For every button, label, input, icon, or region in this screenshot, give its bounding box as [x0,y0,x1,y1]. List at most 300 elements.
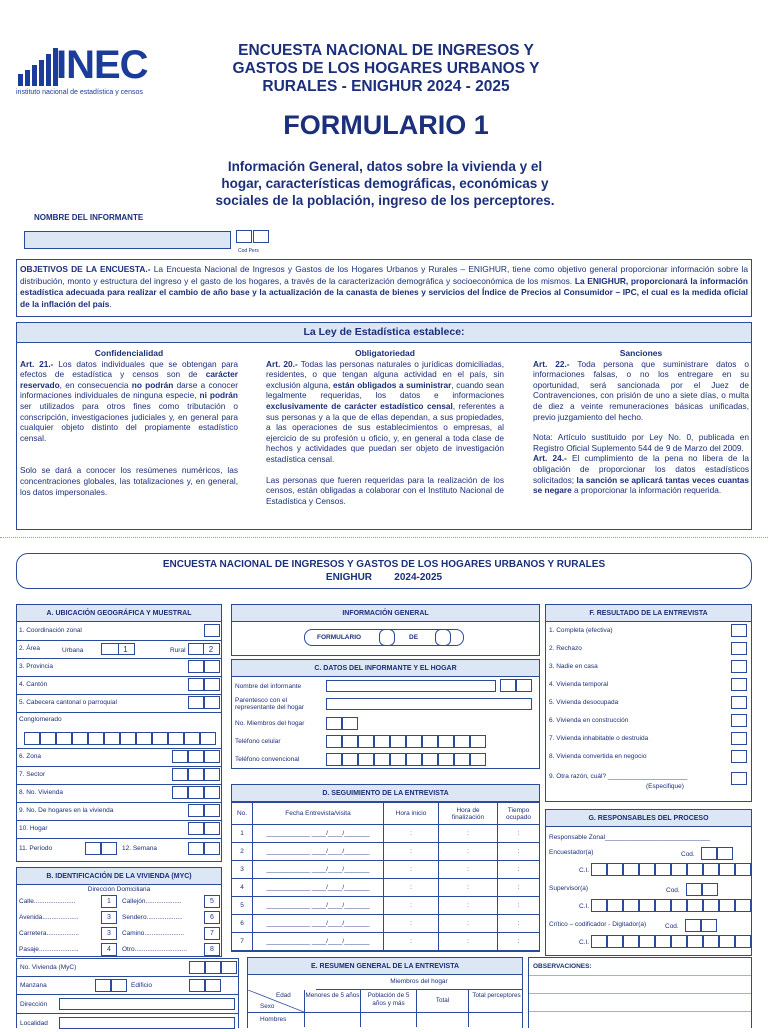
sanciones-nota: Nota: Artículo sustituido por Ley No. 0, publicada en Registro Oficial Suplemento 544 de 9 de Marzo del 2009. [533,432,749,453]
resultado-item [546,730,751,748]
logo-tagline: instituto nacional de estadística y censos [16,89,143,96]
section-a-title: A. UBICACIÓN GEOGRÁFICA Y MUESTRAL [17,605,221,622]
survey-banner [16,553,752,589]
via-calle-code[interactable]: 1 [101,895,117,908]
seguimiento-row [232,843,539,861]
section-d [231,784,540,952]
via-callejon-label: Callejón.................... [122,898,182,905]
encuestador-label: Encuestador(a) [549,849,594,856]
hogares-label: 9. No. De hogares en la vivienda [19,807,114,814]
fecha-field[interactable]: ____________ ____/____/_______ [253,933,384,951]
otra-razon-label: 9. Otra razón, cuál? ______________________ [549,773,688,780]
section-c [231,659,540,769]
tiempo-field[interactable]: : [498,879,540,897]
art-22-text: Toda persona que suministrare datos o informaciones falsas, o no los entregare en su oportunidad, será sancionada por el Juez de Contravenciones, con prisión de uno a siete días, o multa de diez a veinte remuneraciones básicas unificadas, previo juzgamiento del hecho. [533,358,750,422]
section-g [545,809,752,956]
info-general-title: INFORMACIÓN GENERAL [232,605,539,622]
resultado-item-box[interactable] [731,678,747,691]
formulario-pill [304,629,464,646]
row-localidad [17,1014,238,1032]
section-a-body [16,622,222,862]
nombre-informante-code[interactable] [500,679,516,692]
sector-label: 7. Sector [19,771,46,778]
objetivos-text: La Encuesta Nacional de Ingresos y Gastos de los Hogares Urbanos y Rurales – ENIGHUR, tiene como objetivo general proporcionar información sobre la distribución, monto y estructura del ingreso y el gasto de los hogares, a través de la caracterización demográfica y socioeconómica de los mismos. [20,264,748,286]
fecha-field[interactable]: ____________ ____/____/_______ [253,843,384,861]
row-number: 4 [232,879,253,897]
art-20-text: , referentes a sus personas y a la que de ellas dependan, a sus propiedades, a las operaciones de sus establecimientos o empresas, al ejercicio de su profesión u oficio, y, en general a toda clase de hechos y actividades que puedan ser objeto de investigación estadística censal. [266,400,504,464]
seguimiento-row [232,933,539,951]
seguimiento-table [232,802,539,951]
direccion-field[interactable] [59,998,235,1010]
art-24-bold: la sanción se aplicará tantas veces cuantas se negare [533,474,750,496]
edificio-box[interactable] [189,979,205,992]
art-21-text: ser utilizados para otros fines como tributación o conscripción, investigaciones judiciales y, en general para cualquier objeto distinto del propiamente estadístico censal. [20,400,238,443]
banner-line1: ENCUESTA NACIONAL DE INGRESOS Y GASTOS DE LOS HOGARES URBANOS Y RURALES [162,559,606,570]
hora-fin-field[interactable]: : [439,843,498,861]
canton-box[interactable] [204,678,220,691]
art-24: Art. 24.- [533,453,567,464]
nombre-informante-label: Nombre del informante [235,683,302,690]
seguimiento-row [232,879,539,897]
periodo-box[interactable] [85,842,101,855]
critico-cod-box[interactable] [685,919,701,932]
resultado-item-label: 8. Vivienda convertida en negocio [549,753,647,760]
section-c-title: C. DATOS DEL INFORMANTE Y EL HOGAR [232,660,539,677]
confidencialidad-p2: Solo se dará a conocer los resúmenes numéricos, las concentraciones globales, las totalizaciones y, en general, los datos impersonales. [20,465,238,497]
art-20-bold: están obligados a suministrar [332,379,452,390]
manzana-label: Manzana [20,982,47,989]
resultado-item-box[interactable] [731,624,747,637]
resumen-row-hombres [248,1013,522,1027]
critico-ci-boxes[interactable] [591,935,751,953]
hora-inicio-field[interactable]: : [384,915,439,933]
seguimiento-body [232,825,539,951]
row-responsable [546,827,751,845]
no-vivienda-box[interactable] [205,961,221,974]
via-row [16,909,222,925]
provincia-label: 3. Provincia [19,663,53,670]
resultado-item-box[interactable] [731,732,747,745]
row-coordinacion [16,622,222,641]
survey-title-line: ENCUESTA NACIONAL DE INGRESOS Y [238,42,534,59]
hogares-box[interactable] [204,804,220,817]
row-conglomerado [16,712,222,749]
ley-obligatoriedad [266,348,504,506]
otra-razon-box[interactable] [731,772,747,785]
ley-confidencialidad [20,348,238,497]
periodo-box[interactable] [101,842,117,855]
row-provincia [16,658,222,677]
row-periodo [16,838,222,860]
resultado-item [546,712,751,730]
fecha-field[interactable]: ____________ ____/____/_______ [253,825,384,843]
objetivos-label: OBJETIVOS DE LA ENCUESTA.- [20,264,151,274]
col-tiempo: Tiempo ocupado [498,803,540,825]
sector-box[interactable] [172,768,188,781]
localidad-label: Localidad [20,1020,48,1027]
row-number: 7 [232,933,253,951]
total-label: Total [416,990,468,1012]
edificio-box[interactable] [205,979,221,992]
parentesco-label: Parentesco con el representante del hogar [235,697,305,711]
total-perceptores-label: Total perceptores [468,990,524,1012]
no-vivienda-box[interactable] [221,961,237,974]
coordinacion-box[interactable] [204,624,220,637]
section-b-address [16,958,239,1028]
provincia-box[interactable] [188,660,204,673]
row-number: 1 [232,825,253,843]
hora-fin-field[interactable]: : [439,825,498,843]
via-camino-label: Camino...................... [122,930,185,937]
supervisor-ci-boxes[interactable] [591,899,751,917]
sector-box[interactable] [188,768,204,781]
fecha-field[interactable]: ____________ ____/____/_______ [253,879,384,897]
sector-box[interactable] [204,768,220,781]
art-21: Art. 21.- [20,358,54,369]
informante-label: NOMBRE DEL INFORMANTE [34,213,144,222]
rural-code-value: 2 [208,645,214,654]
row-hogares [16,802,222,821]
resultado-item-label: 3. Nadie en casa [549,663,598,670]
fecha-field[interactable]: ____________ ____/____/_______ [253,897,384,915]
page-separator [0,537,768,538]
tiempo-field[interactable]: : [498,933,540,951]
vivienda-label: 8. No. Vivienda [19,789,63,796]
supervisor-label: Supervisor(a) [549,885,589,892]
banner-years: 2024-2025 [394,572,443,583]
hora-fin-field[interactable]: : [439,861,498,879]
informante-cod-field[interactable] [236,230,270,246]
rural-code[interactable] [188,643,220,655]
via-pasaje-code[interactable]: 4 [101,943,117,956]
encuestador-ci-boxes[interactable] [591,863,751,881]
obligatoriedad-p2: Las personas que fueren requeridas para la realización de los censos, están obligadas a colaborar con el Instituto Nacional de Estadística y Censos. [266,474,504,506]
via-sendero-label: Sendero.................... [122,914,183,921]
subtitle-line: sociales de la población, ingreso de los perceptores. [215,193,555,208]
edificio-label: Edificio [131,982,152,989]
art-22: Art. 22.- [533,358,570,369]
cabecera-box[interactable] [204,696,220,709]
resultado-item-label: 2. Rechazo [549,645,582,652]
subtitle-line: Información General, datos sobre la vivienda y el [227,159,543,174]
hogar-box[interactable] [204,822,220,835]
art-24-text: a proporcionar la información requerida. [571,485,722,496]
convencional-boxes[interactable] [326,753,486,771]
urbana-label: Urbana [62,647,84,654]
semana-box[interactable] [188,842,204,855]
resultado-item-label: 7. Vivienda inhabitable o destruida [549,735,649,742]
provincia-box[interactable] [204,660,220,673]
row-manzana [17,977,238,995]
survey-title [196,42,576,96]
row-no-vivienda [17,959,238,977]
section-e [247,957,523,1028]
art-24-text: El cumplimiento de la pena no libera de la obligación de proporcionar los datos estadísticos solicitados; [533,453,749,485]
row-celular [232,733,539,751]
rural-label: Rural [170,647,186,654]
section-f-title: F. RESULTADO DE LA ENTREVISTA [546,605,751,622]
tiempo-field[interactable]: : [498,825,540,843]
resultado-item-box[interactable] [731,750,747,763]
row-convencional [232,751,539,769]
sexo-label: Sexo [260,1003,275,1010]
resultado-item [546,622,751,640]
col-hora-fin: Hora de finalización [439,803,498,825]
cabecera-box[interactable] [188,696,204,709]
urbana-code-value: 1 [123,645,128,654]
miembros-hogar-label: Miembros del hogar [316,975,522,990]
section-b-subtitle: Dirección Domiciliaria [87,886,151,893]
formulario-label: FORMULARIO [317,634,362,641]
semana-box[interactable] [204,842,220,855]
observaciones-label: OBSERVACIONES: [533,963,592,970]
formulario-total-box[interactable] [435,629,451,646]
art-20-bold: exclusivamente de carácter estadístico censal [266,400,453,411]
art-21-text: Los datos individuales que se obtengan para efectos de estadística y censos son de [20,358,238,380]
info-general [231,604,540,656]
hombres-label: Hombres [260,1016,287,1023]
canton-box[interactable] [188,678,204,691]
seguimiento-header-row [232,803,539,825]
supervisor-cod-label: Cod. [666,887,680,894]
supervisor-ci-label: C.I. [579,903,590,910]
formulario-number-box[interactable] [379,629,395,646]
edad-label: Edad [276,992,291,999]
pers-box[interactable] [253,230,269,243]
resultado-item-label: 1. Completa (efectiva) [549,627,613,634]
hora-inicio-field[interactable]: : [384,897,439,915]
art-21-bold: ni podrán [199,390,238,401]
art-20-text: Todas las personas naturales o jurídicas domiciliadas, residentes, o que tengan alguna actividad en el país, sin exclusión alguna, [266,358,505,390]
periodo-label: 11. Período [19,845,53,852]
hora-inicio-field[interactable]: : [384,933,439,951]
no-vivienda-box[interactable] [189,961,205,974]
tiempo-field[interactable]: : [498,915,540,933]
objetivos-end: . [109,298,112,309]
critico-label: Crítico – codificador - Digitador(a) [549,921,647,928]
hogares-box[interactable] [188,804,204,817]
hogar-box[interactable] [188,822,204,835]
tiempo-field[interactable]: : [498,861,540,879]
art-21-text: darse a conocer informaciones individuales de ninguna especie, [20,379,238,401]
survey-title-line: RURALES - ENIGHUR 2024 - 2025 [262,78,510,95]
row-hogar [16,820,222,839]
hora-inicio-field[interactable]: : [384,843,439,861]
cod-pers-caption [238,248,259,254]
resultado-item-label: 5. Vivienda desocupada [549,699,619,706]
section-f [545,604,752,802]
row-direccion [17,995,238,1014]
seguimiento-row [232,861,539,879]
row-canton [16,676,222,695]
col-fecha: Fecha Entrevista/visita [253,803,384,825]
direccion-label: Dirección [20,1001,48,1008]
manzana-box[interactable] [95,979,111,992]
via-pasaje-label: Pasaje...................... [19,946,79,953]
resultado-item-box[interactable] [731,642,747,655]
art-21-bold: no podrán [131,379,174,390]
hora-inicio-field[interactable]: : [384,825,439,843]
subtitle-line: hogar, características demográficas, económicas y [221,176,549,191]
row-sector [16,766,222,785]
vivienda-box[interactable] [204,786,220,799]
art-20: Art. 20.- [266,358,298,369]
resultado-item-box[interactable] [731,660,747,673]
resultado-item-box[interactable] [731,714,747,727]
via-row [16,893,222,909]
fecha-field[interactable]: ____________ ____/____/_______ [253,915,384,933]
encuestador-cod-box[interactable] [701,847,717,860]
row-number: 6 [232,915,253,933]
via-callejon-code[interactable]: 5 [204,895,220,908]
art-21-bold: carácter reservado [20,369,238,390]
area-label: 2. Área [19,645,40,652]
resultado-item [546,676,751,694]
zona-box[interactable] [204,750,220,763]
vivienda-box[interactable] [188,786,204,799]
via-avenida-label: Avenida.................... [19,914,79,921]
section-d-title: D. SEGUIMIENTO DE LA ENTREVISTA [232,785,539,802]
ley-sanciones [533,348,749,496]
conglomerado-label: Conglomerado [19,716,62,723]
hogar-label: 10. Hogar [19,825,48,832]
objetivos-bold-text: La ENIGHUR, proporcionará la información estadística adecuada para realizar el cambio de año base y la actualización de la canasta de bienes y servicios del Índice de Precios al Consumidor – IPC, el cual es la medida oficial de la inflación del país [20,275,748,309]
coordinacion-label: 1. Coordinación zonal [19,627,82,634]
via-row [16,925,222,941]
row-number: 3 [232,861,253,879]
semana-label: 12. Semana [122,845,158,852]
row-zona [16,748,222,767]
hora-inicio-field[interactable]: : [384,861,439,879]
responsable-label: Responsable Zonal_____________________________ [549,834,710,841]
section-b-title: B. IDENTIFICACIÓN DE LA VIVIENDA (MYC) [17,868,221,885]
hora-fin-field[interactable]: : [439,897,498,915]
especifique-label: (Especifique) [646,783,684,790]
supervisor-cod-box[interactable] [702,883,718,896]
form-subtitle [180,158,590,209]
cod-caption: Cod [238,248,248,254]
resultado-item [546,748,751,766]
nombre-informante-field[interactable] [326,680,496,692]
tiempo-field[interactable]: : [498,843,540,861]
de-label: DE [409,634,419,641]
col-hora-inicio: Hora inicio [384,803,439,825]
confidencialidad-title: Confidencialidad [94,348,164,358]
col-no: No. [232,803,253,825]
via-carretera-code[interactable]: 3 [101,927,117,940]
resultado-items [546,622,751,766]
ley-title: La Ley de Estadística establece: [17,323,751,343]
objetivos-box [16,259,752,317]
seguimiento-row [232,825,539,843]
via-avenida-code[interactable]: 3 [101,911,117,924]
row-number: 5 [232,897,253,915]
via-sendero-code[interactable]: 6 [204,911,220,924]
cod-box[interactable] [236,230,252,243]
row-supervisor [546,881,751,917]
urbana-code[interactable] [101,643,135,655]
via-otro-code[interactable]: 8 [204,943,220,956]
hora-fin-field[interactable]: : [439,915,498,933]
nombre-informante-code[interactable] [516,679,532,692]
survey-title-line: GASTOS DE LOS HOGARES URBANOS Y [232,60,540,77]
art-20-text: , cuando sean legalmente requeridas, los datos e informaciones [266,379,504,401]
row-parentesco [232,695,539,715]
via-row [16,941,222,957]
zona-box[interactable] [188,750,204,763]
miembros-box[interactable] [326,717,342,730]
logo-brand: INEC [56,43,148,87]
via-otro-label: Otro............................. [122,946,188,953]
via-types [16,893,222,957]
critico-ci-label: C.I. [579,939,590,946]
menores-label: Menores de 5 años [304,990,360,1012]
poblacion-label: Población de 5 años y más [360,990,416,1012]
vivienda-box[interactable] [172,786,188,799]
hora-fin-field[interactable]: : [439,933,498,951]
row-number: 2 [232,843,253,861]
resultado-item-label: 6. Vivienda en construcción [549,717,629,724]
informante-name-field[interactable] [24,231,231,249]
fecha-field[interactable]: ____________ ____/____/_______ [253,861,384,879]
critico-cod-label: Cod. [665,923,679,930]
resultado-item [546,694,751,712]
art-21-text: , en consecuencia [59,379,132,390]
celular-label: Teléfono celular [235,738,281,745]
seguimiento-row [232,897,539,915]
critico-cod-box[interactable] [701,919,717,932]
hora-fin-field[interactable]: : [439,879,498,897]
section-g-title: G. RESPONSABLES DEL PROCESO [546,810,751,827]
manzana-box[interactable] [111,979,127,992]
row-encuestador [546,845,751,881]
tiempo-field[interactable]: : [498,897,540,915]
sanciones-title: Sanciones [619,348,663,358]
miembros-box[interactable] [342,717,358,730]
resultado-item-label: 4. Vivienda temporal [549,681,609,688]
row-cabecera [16,694,222,713]
canton-label: 4. Cantón [19,681,48,688]
section-e-title: E. RESUMEN GENERAL DE LA ENTREVISTA [248,958,522,975]
row-critico [546,917,751,953]
hora-inicio-field[interactable]: : [384,879,439,897]
row-miembros [232,715,539,733]
resumen-header [248,990,522,1013]
banner-enighur: ENIGHUR [325,572,373,583]
form-title: FORMULARIO 1 [283,110,489,140]
via-camino-code[interactable]: 7 [204,927,220,940]
convencional-label: Teléfono convencional [235,756,300,763]
via-carretera-label: Carretera.................. [19,930,79,937]
row-otra-razon [546,766,751,800]
localidad-field[interactable] [59,1017,235,1029]
resultado-item-box[interactable] [731,696,747,709]
pers-caption: Pers [248,248,259,254]
encuestador-cod-box[interactable] [717,847,733,860]
row-area [16,640,222,659]
zona-box[interactable] [172,750,188,763]
parentesco-field[interactable] [326,698,532,710]
seguimiento-row [232,915,539,933]
no-vivienda-label: No. Vivienda (MyC) [20,964,77,971]
inec-logo [16,44,186,104]
supervisor-cod-box[interactable] [686,883,702,896]
row-nombre-informante [232,677,539,695]
resultado-item [546,640,751,658]
banner-line2 [17,571,751,584]
observaciones-box[interactable] [528,957,752,1028]
miembros-label: No. Miembros del hogar [235,720,305,727]
